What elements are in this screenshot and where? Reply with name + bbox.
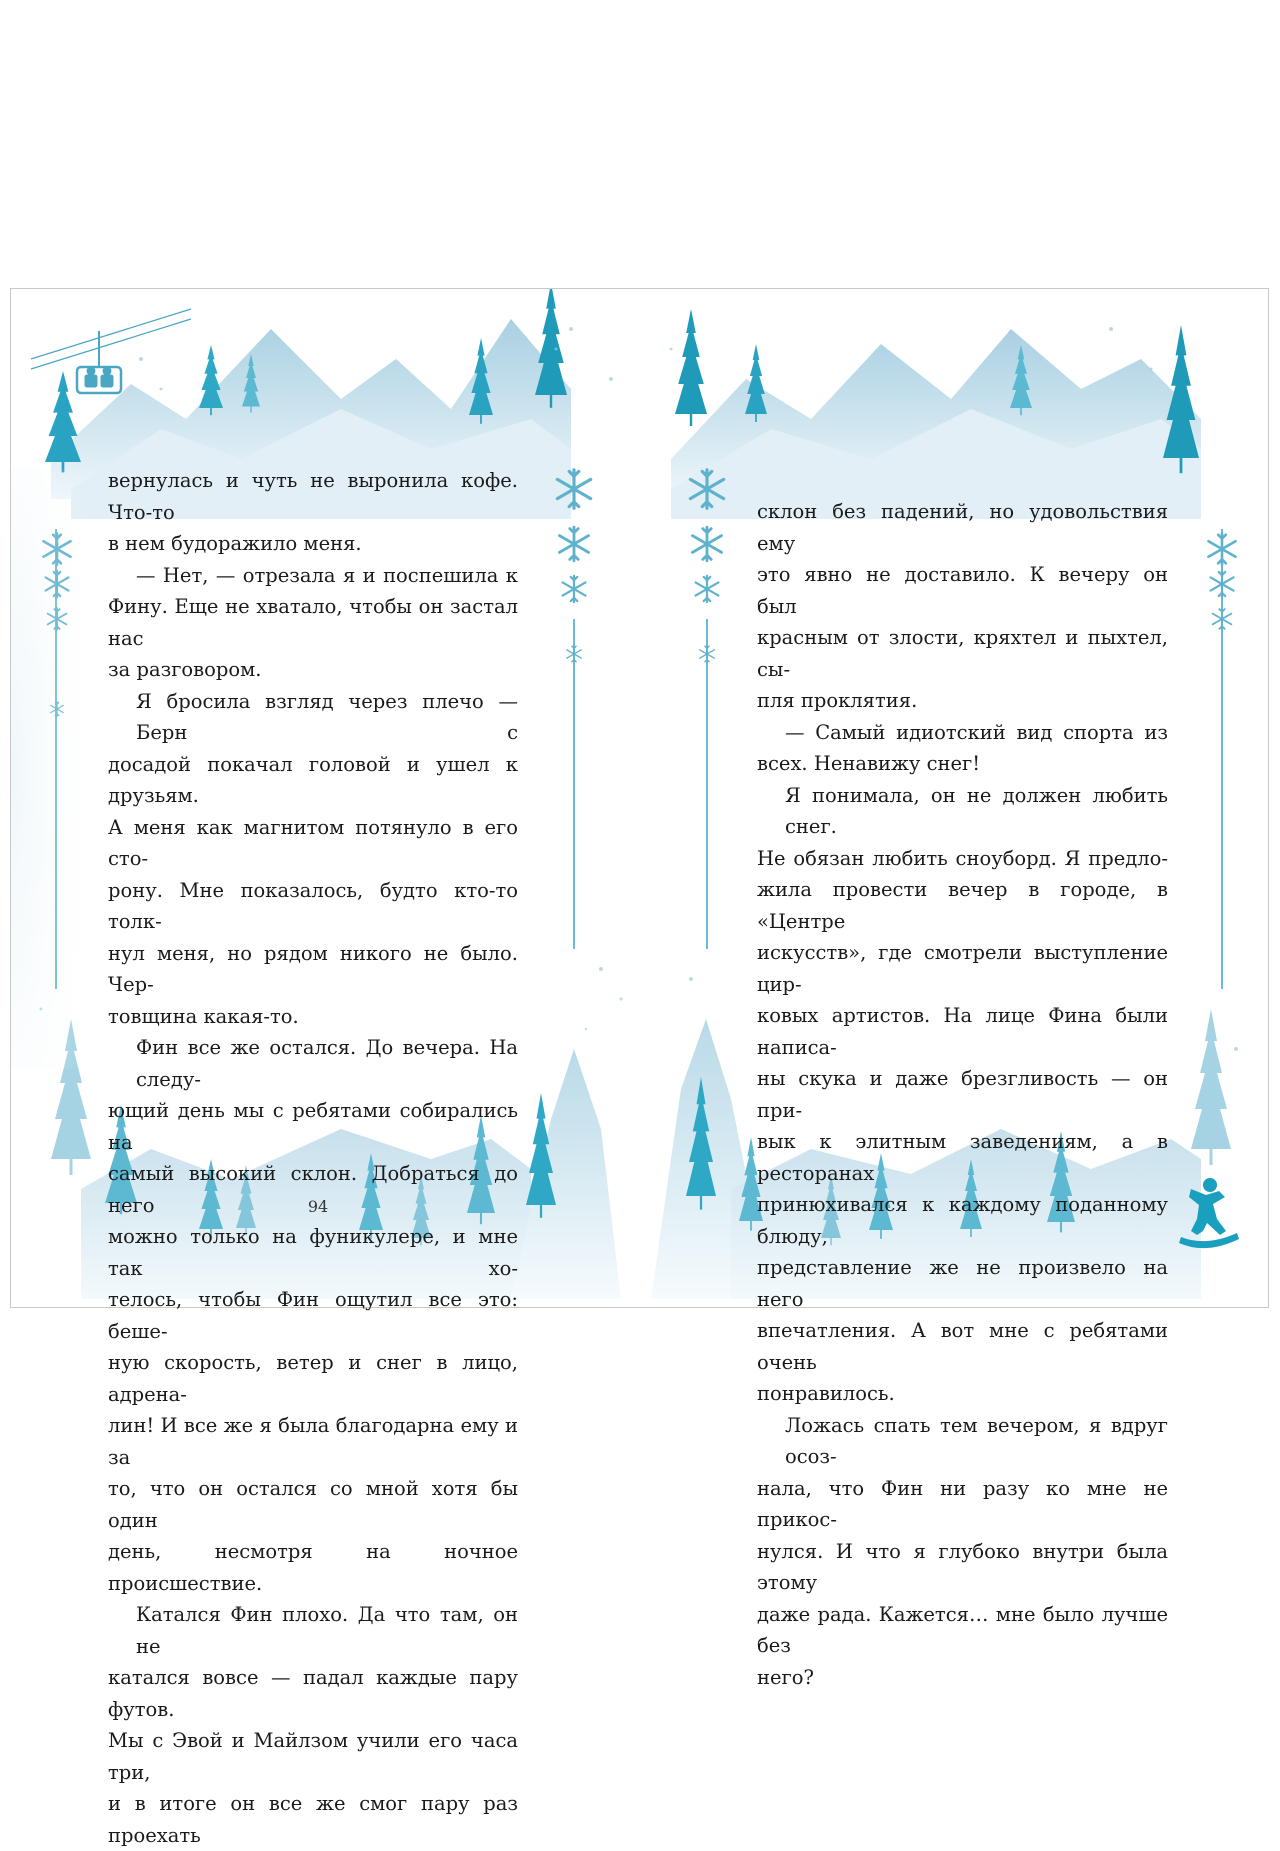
text-line: вернулась и чуть не выронила кофе. Что-то: [108, 469, 518, 524]
text-line: Не обязан любить сноуборд. Я предло-: [757, 846, 1168, 870]
text-line: — Нет, — отрезала я и поспешила к: [136, 563, 518, 587]
chairlift-icon: [31, 309, 191, 393]
text-line: вык к элитным заведениям, а в ресторанах: [757, 1130, 1168, 1185]
text-line: нулся. И что я глубоко внутри была этому: [757, 1539, 1168, 1594]
text-line: жила провести вечер в городе, в «Центре: [757, 878, 1168, 933]
text-line: можно только на фуникулере, и мне так хо-: [108, 1225, 518, 1280]
text-line: Фин все же остался. До вечера. На следу-: [136, 1036, 518, 1091]
text-line: понравилось.: [757, 1382, 895, 1405]
text-line: даже рада. Кажется… мне было лучше без: [757, 1602, 1168, 1657]
text-line: искусств», где смотрели выступление цир-: [757, 941, 1168, 996]
left-page-text: [108, 465, 518, 1851]
book-spread: [10, 288, 1269, 1847]
text-line: в нем будоражило меня.: [108, 532, 362, 555]
text-line: — Самый идиотский вид спорта из: [785, 720, 1168, 744]
text-line: ны скука и даже брезгливость — он при-: [757, 1067, 1168, 1122]
text-line: день, несмотря на ночное происшествие.: [108, 1540, 518, 1595]
text-line: впечатления. А вот мне с ребятами очень: [757, 1319, 1168, 1374]
top-mountains-right: [671, 329, 1201, 519]
text-line: Я понимала, он не должен любить снег.: [785, 783, 1168, 838]
text-line: самый высокий склон. Добраться до него: [108, 1162, 518, 1217]
text-line: лин! И все же я была благодарна ему и за: [108, 1414, 518, 1469]
text-line: за разговором.: [108, 658, 262, 681]
text-line: ковых артистов. На лице Фина были написа-: [757, 1004, 1168, 1059]
text-line: представление же не произвело на него: [757, 1256, 1168, 1311]
center-border-line: [574, 619, 707, 949]
text-line: Ложась спать тем вечером, я вдруг осоз-: [785, 1413, 1168, 1468]
text-line: и в итоге он все же смог пару раз проехать: [108, 1792, 518, 1847]
text-line: склон без падений, но удовольствия ему: [757, 500, 1168, 555]
text-line: то, что он остался со мной хотя бы один: [108, 1477, 518, 1532]
page-number: 94: [307, 1197, 329, 1216]
text-line: Фину. Еще не хватало, чтобы он застал нас: [108, 595, 518, 650]
text-line: ную скорость, ветер и снег в лицо, адрена-: [108, 1351, 518, 1406]
text-line: Я бросила взгляд через плечо — Берн с: [136, 689, 518, 744]
text-line: ющий день мы с ребятами собирались на: [108, 1099, 518, 1154]
text-line: всех. Ненавижу снег!: [757, 752, 981, 775]
text-line: красным от злости, кряхтел и пыхтел, сы-: [757, 626, 1168, 681]
text-line: него?: [757, 1665, 814, 1689]
text-line: пля проклятия.: [757, 689, 918, 712]
text-line: Катался Фин плохо. Да что там, он не: [136, 1603, 518, 1658]
text-line: Мы с Эвой и Майлзом учили его часа три,: [108, 1729, 518, 1784]
text-line: А меня как магнитом потянуло в его сто-: [108, 815, 518, 870]
text-line: нул меня, но рядом никого не было. Чер-: [108, 941, 518, 996]
text-line: катался вовсе — падал каждые пару футов.: [108, 1666, 518, 1721]
text-line: телось, чтобы Фин ощутил все это: беше-: [108, 1288, 518, 1343]
right-page-text: [757, 496, 1168, 1693]
text-line: нала, что Фин ни разу ко мне не прикос-: [757, 1476, 1168, 1531]
text-line: рону. Мне показалось, будто кто-то толк-: [108, 878, 518, 933]
text-line: товщина какая-то.: [108, 1004, 299, 1028]
text-line: досадой покачал головой и ушел к друзьям.: [108, 752, 518, 807]
text-line: принюхивался к каждому поданному блюду,: [757, 1193, 1168, 1248]
text-line: это явно не доставило. К вечеру он был: [757, 563, 1168, 618]
